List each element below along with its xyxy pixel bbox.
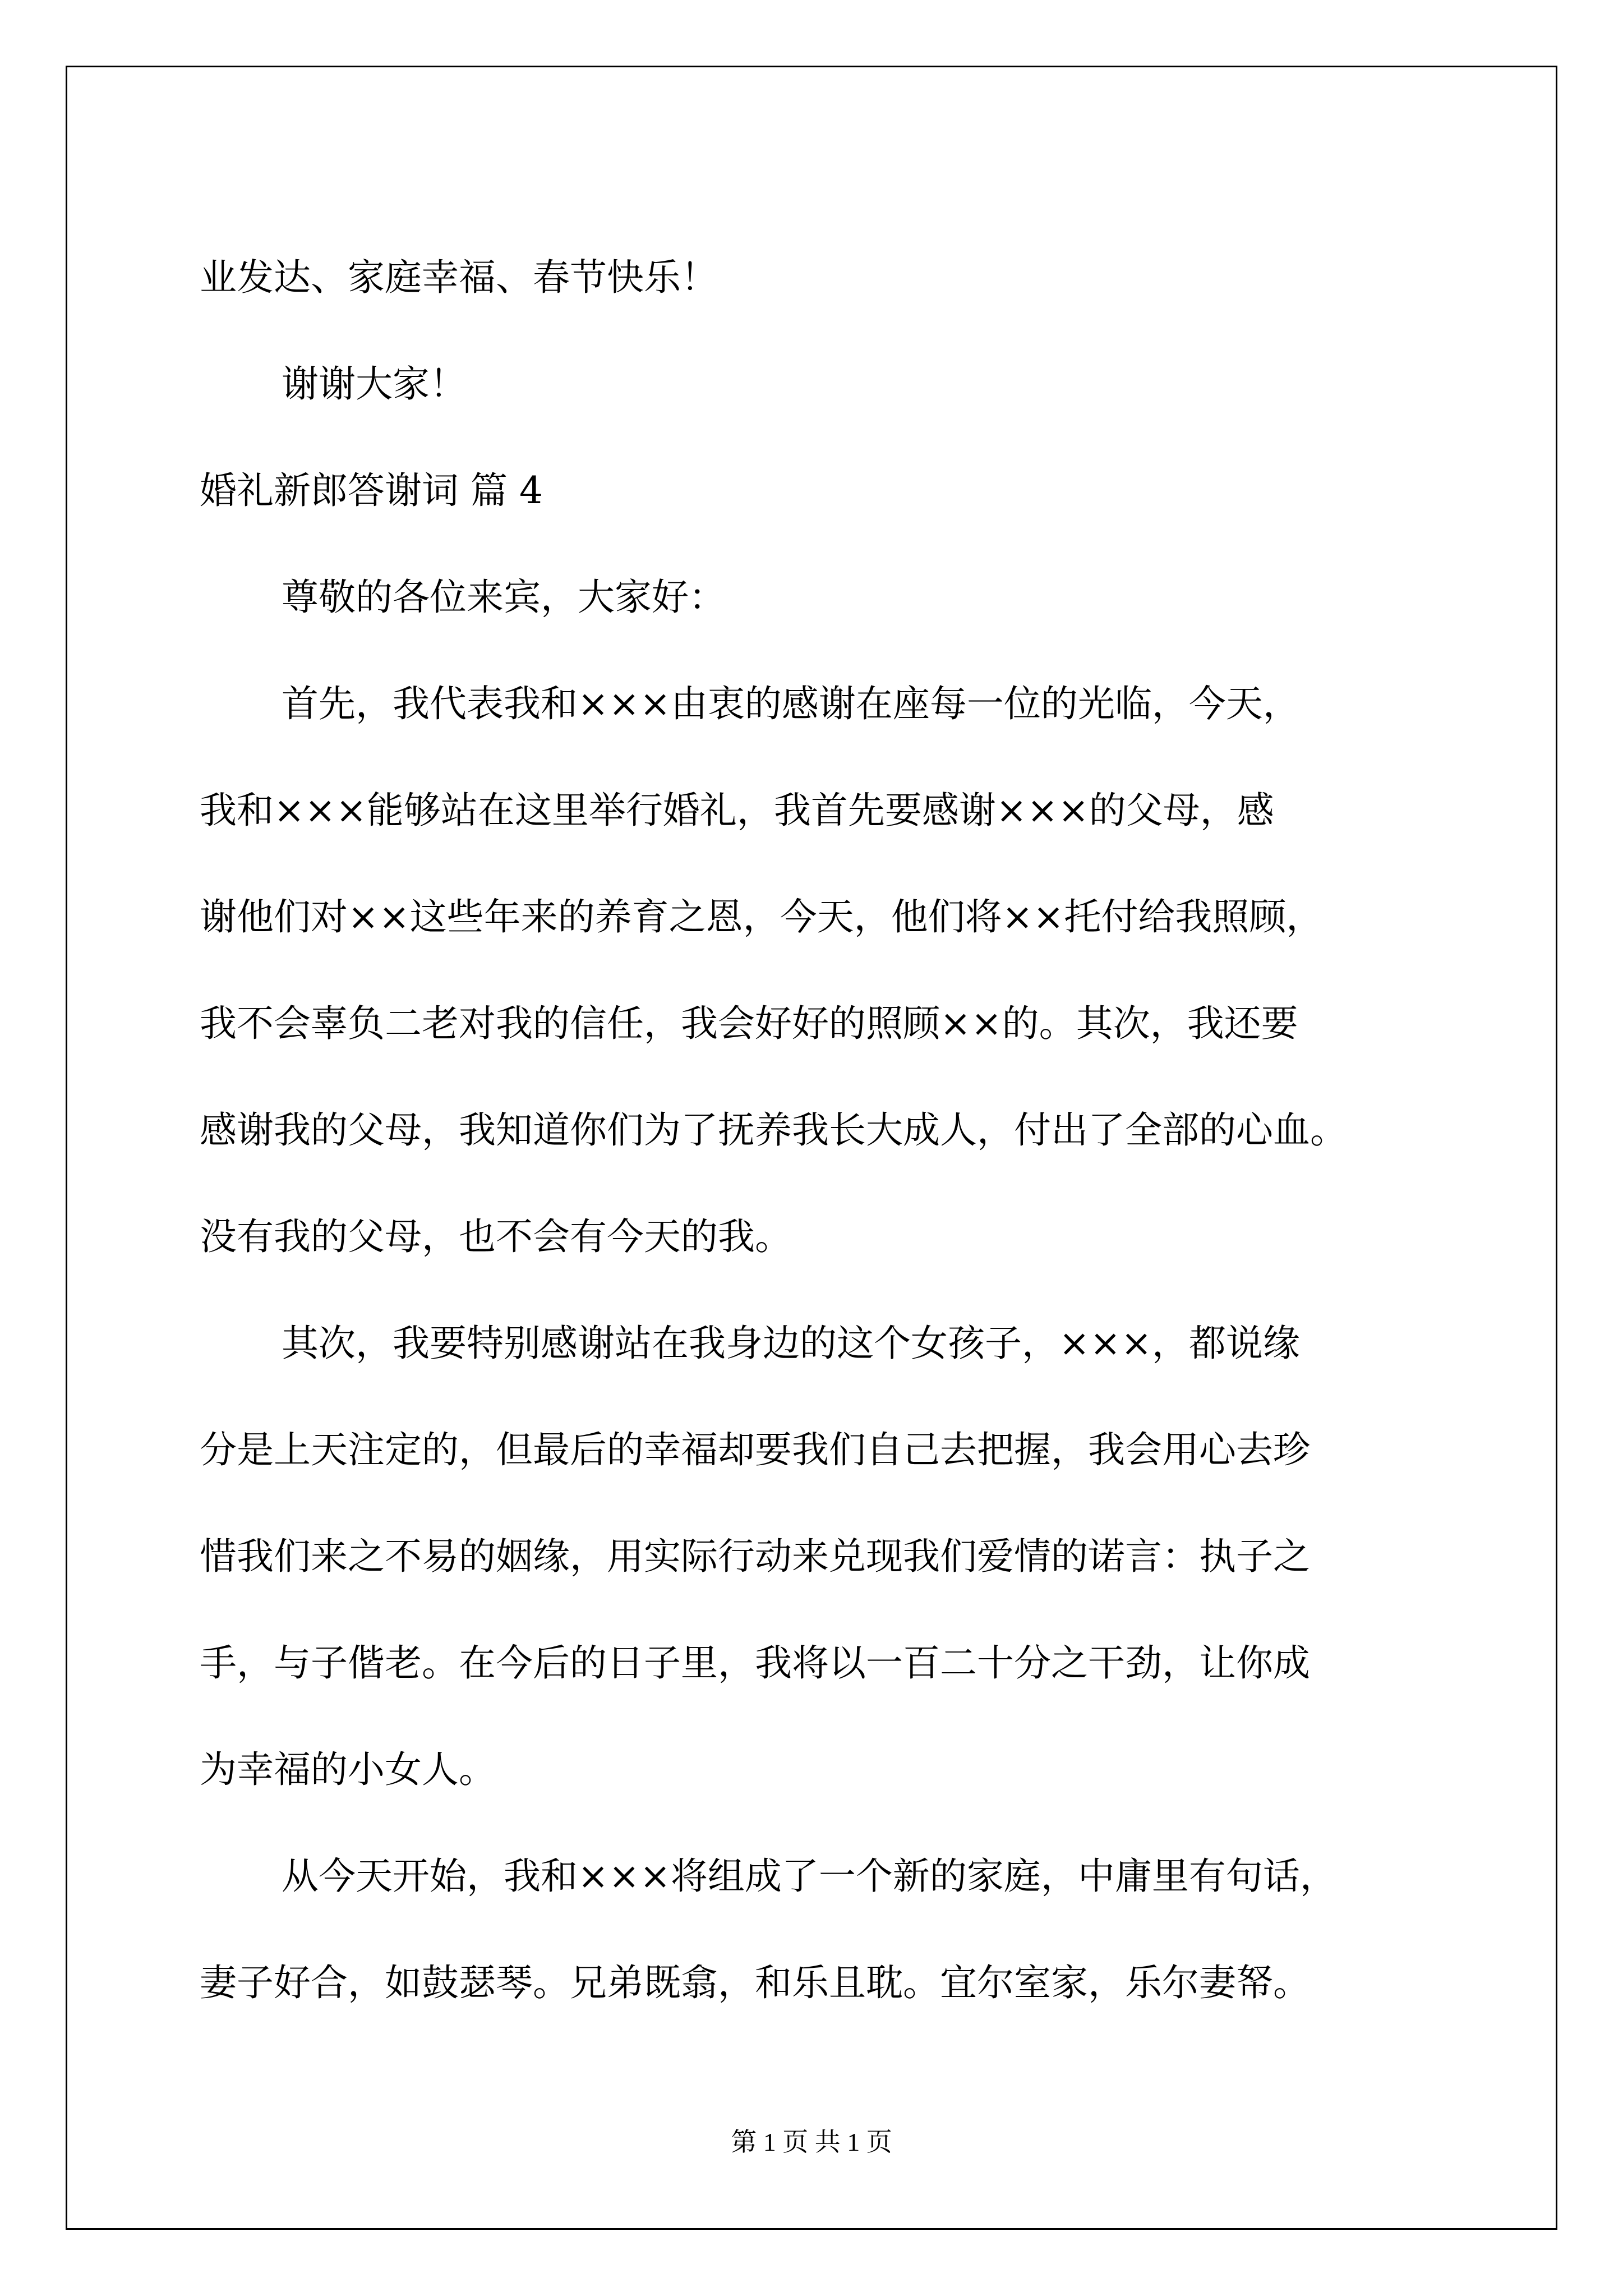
text-line: 感谢我的父母，我知道你们为了抚养我长大成人，付出了全部的心血。 <box>200 1108 1347 1152</box>
text-line: 我不会辜负二老对我的信任，我会好好的照顾××的。其次，我还要 <box>200 1002 1298 1045</box>
text-line: 没有我的父母，也不会有今天的我。 <box>200 1215 792 1258</box>
text-line: 妻子好合，如鼓瑟琴。兄弟既翕，和乐且耽。宜尔室家，乐尔妻帑。 <box>200 1961 1310 2004</box>
text-line: 谢谢大家！ <box>282 362 467 406</box>
text-line: 其次，我要特别感谢站在我身边的这个女孩子，×××，都说缘 <box>282 1322 1300 1365</box>
section-heading: 婚礼新郎答谢词 篇 4 <box>200 469 543 512</box>
text-line: 业发达、家庭幸福、春节快乐！ <box>200 256 718 299</box>
text-line: 惜我们来之不易的姻缘，用实际行动来兑现我们爱情的诺言：执子之 <box>200 1535 1310 1578</box>
text-line: 为幸福的小女人。 <box>200 1748 496 1791</box>
text-line: 手，与子偕老。在今后的日子里，我将以一百二十分之干劲，让你成 <box>200 1641 1310 1685</box>
text-line: 首先，我代表我和×××由衷的感谢在座每一位的光临，今天， <box>282 682 1300 725</box>
text-line: 从今天开始，我和×××将组成了一个新的家庭，中庸里有句话， <box>282 1855 1337 1898</box>
text-line: 谢他们对××这些年来的养育之恩，今天，他们将××托付给我照顾， <box>200 895 1324 938</box>
document-body <box>200 224 1456 2036</box>
text-line: 我和×××能够站在这里举行婚礼，我首先要感谢×××的父母，感 <box>200 789 1274 832</box>
text-line: 尊敬的各位来宾，大家好： <box>282 576 726 619</box>
text-line: 分是上天注定的，但最后的幸福却要我们自己去把握，我会用心去珍 <box>200 1428 1310 1471</box>
page-footer: 第 1 页 共 1 页 <box>731 2128 892 2156</box>
